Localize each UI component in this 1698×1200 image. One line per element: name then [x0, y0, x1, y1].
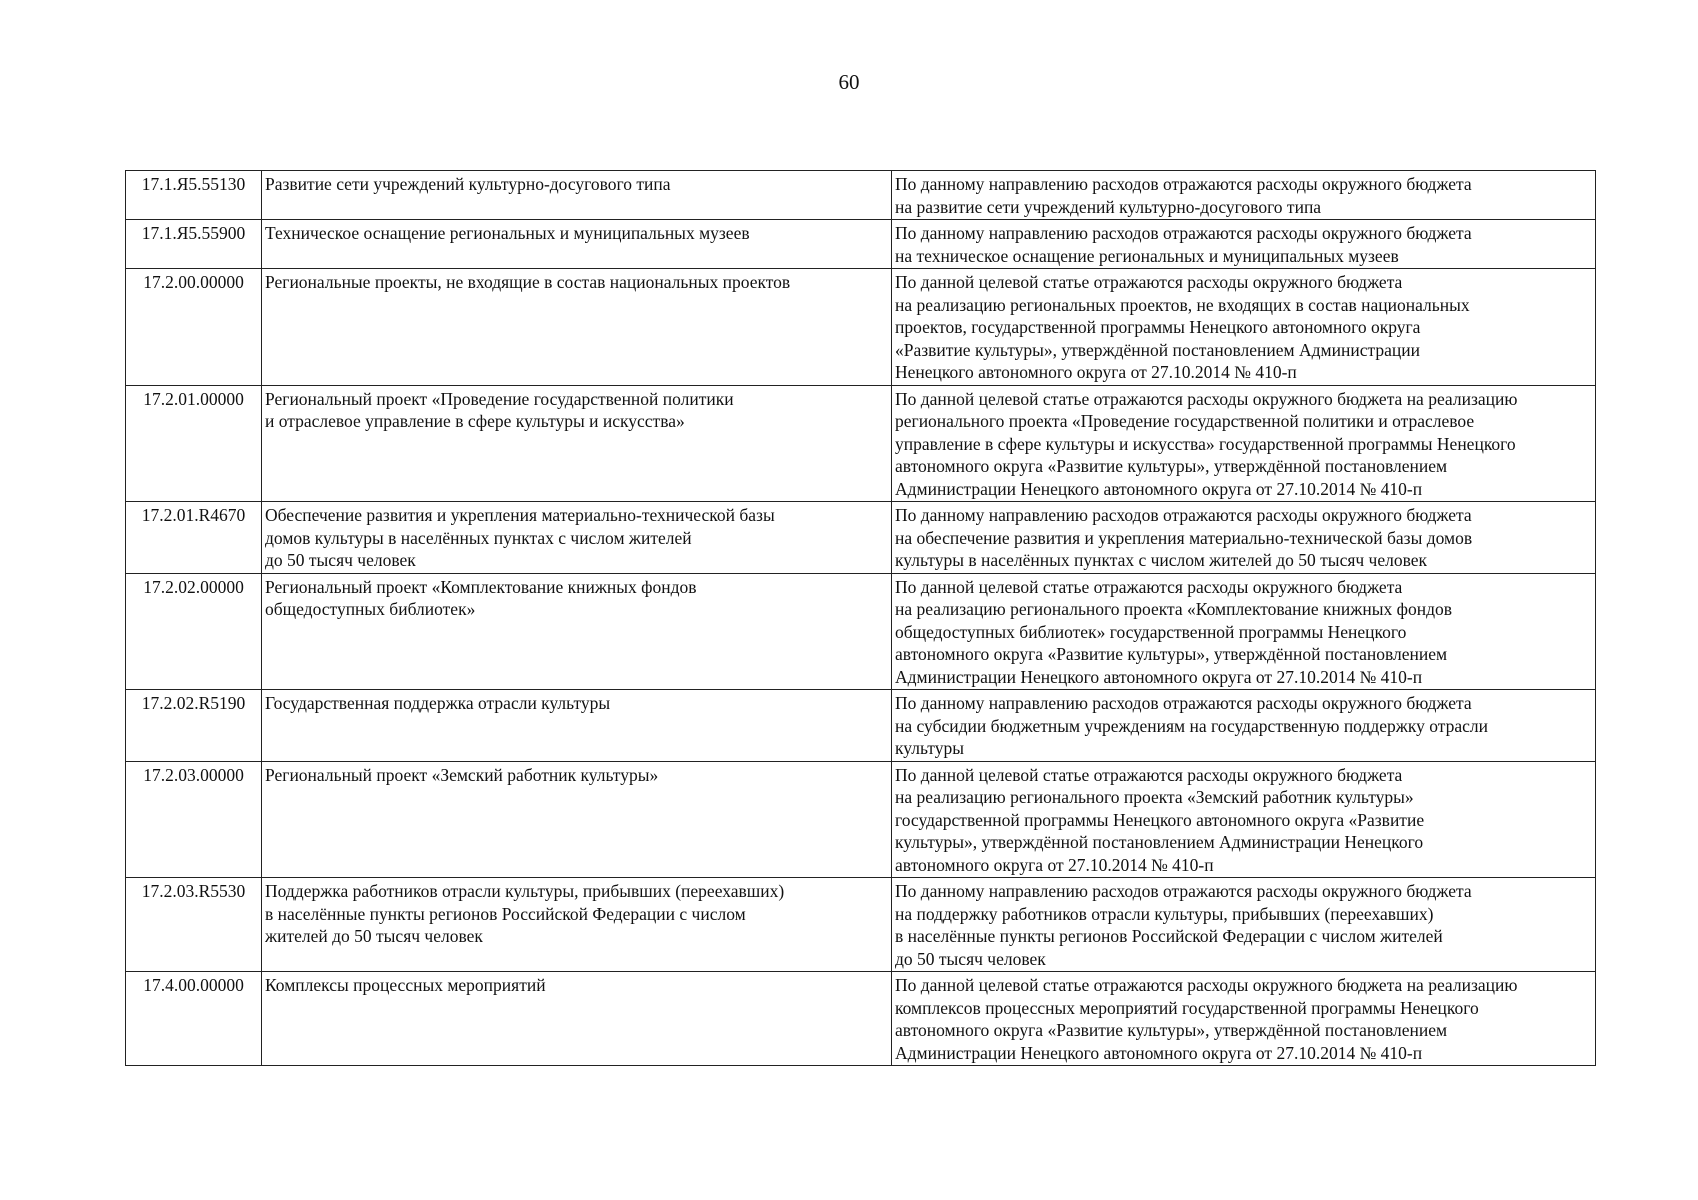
row-description-line: Ненецкого автономного округа от 27.10.2014 № 410-п: [895, 362, 1297, 382]
row-description-line: По данному направлению расходов отражаются расходы окружного бюджета: [895, 881, 1472, 901]
row-description: [892, 761, 1596, 878]
row-name-line: жителей до 50 тысяч человек: [265, 926, 483, 946]
row-name-line: Обеспечение развития и укрепления материально-технической базы: [265, 505, 775, 525]
row-code: 17.2.02.R5190: [126, 690, 262, 762]
row-name-line: домов культуры в населённых пунктах с числом жителей: [265, 527, 692, 548]
row-name: [262, 761, 892, 878]
row-description-line: культуры: [895, 738, 964, 758]
row-name-line: до 50 тысяч человек: [265, 550, 416, 570]
row-description-line: По данной целевой статье отражаются расходы окружного бюджета на реализацию: [895, 388, 1518, 409]
row-name-line: общедоступных библиотек»: [265, 599, 476, 619]
row-description-line: Администрации Ненецкого автономного округа от 27.10.2014 № 410-п: [895, 1042, 1423, 1063]
table-row: [126, 690, 1596, 762]
row-description: [892, 502, 1596, 574]
row-description-line: «Развитие культуры», утверждённой постановлением Администрации: [895, 339, 1420, 360]
table-row: [126, 385, 1596, 502]
row-description-line: культуры в населённых пунктах с числом жителей до 50 тысяч человек: [895, 550, 1428, 570]
row-code: 17.2.00.00000: [126, 269, 262, 386]
row-description: [892, 385, 1596, 502]
row-name: [262, 972, 892, 1066]
row-description-line: автономного округа «Развитие культуры», утверждённой постановлением: [895, 644, 1448, 664]
row-code: 17.2.03.00000: [126, 761, 262, 878]
row-name-line: Комплексы процессных мероприятий: [265, 975, 546, 995]
row-name: [262, 690, 892, 762]
row-description-line: По данному направлению расходов отражаются расходы окружного бюджета: [895, 223, 1472, 243]
row-code: 17.2.03.R5530: [126, 878, 262, 972]
row-description-line: Администрации Ненецкого автономного округа от 27.10.2014 № 410-п: [895, 666, 1423, 687]
row-name-line: Поддержка работников отрасли культуры, прибывших (переехавших): [265, 881, 785, 901]
row-description-line: По данному направлению расходов отражаются расходы окружного бюджета: [895, 174, 1472, 194]
row-description-line: По данной целевой статье отражаются расходы окружного бюджета на реализацию: [895, 975, 1518, 995]
table-row: [126, 220, 1596, 269]
row-description: [892, 269, 1596, 386]
row-code: 17.2.01.00000: [126, 385, 262, 502]
row-name: [262, 220, 892, 269]
table-row: [126, 573, 1596, 690]
row-code: 17.1.Я5.55900: [126, 220, 262, 269]
table-row: [126, 171, 1596, 220]
row-description: [892, 573, 1596, 690]
row-description-line: проектов, государственной программы Ненецкого автономного округа: [895, 317, 1421, 337]
row-name-line: Региональный проект «Проведение государственной политики: [265, 388, 734, 409]
row-description-line: комплексов процессных мероприятий государственной программы Ненецкого: [895, 997, 1479, 1018]
row-name-line: Техническое оснащение региональных и муниципальных музеев: [265, 223, 750, 243]
row-name-line: и отраслевое управление в сфере культуры и искусства»: [265, 411, 685, 431]
row-name-line: Региональные проекты, не входящие в состав национальных проектов: [265, 272, 791, 292]
row-description-line: управление в сфере культуры и искусства» государственной программы Ненецкого: [895, 433, 1516, 454]
row-description-line: на техническое оснащение региональных и муниципальных музеев: [895, 245, 1399, 266]
row-name: [262, 171, 892, 220]
row-description-line: По данной целевой статье отражаются расходы окружного бюджета: [895, 764, 1403, 785]
row-name-line: в населённые пункты регионов Российской Федерации с числом: [265, 903, 746, 924]
row-description-line: автономного округа «Развитие культуры», утверждённой постановлением: [895, 456, 1448, 476]
row-code: 17.2.01.R4670: [126, 502, 262, 574]
row-description-line: на реализацию регионального проекта «Комплектование книжных фондов: [895, 599, 1452, 619]
row-description-line: По данной целевой статье отражаются расходы окружного бюджета: [895, 576, 1403, 597]
row-name-line: Региональный проект «Комплектование книжных фондов: [265, 576, 697, 597]
row-description: [892, 690, 1596, 762]
table-row: [126, 761, 1596, 878]
table-row: [126, 878, 1596, 972]
row-description-line: Администрации Ненецкого автономного округа от 27.10.2014 № 410-п: [895, 478, 1423, 499]
row-description-line: автономного округа «Развитие культуры», утверждённой постановлением: [895, 1020, 1448, 1040]
row-description-line: на реализацию региональных проектов, не входящих в состав национальных: [895, 294, 1470, 315]
row-name-line: Государственная поддержка отрасли культуры: [265, 693, 611, 713]
row-description: [892, 220, 1596, 269]
row-description-line: на субсидии бюджетным учреждениям на государственную поддержку отрасли: [895, 715, 1488, 736]
row-description-line: По данной целевой статье отражаются расходы окружного бюджета: [895, 272, 1403, 292]
row-description-line: По данному направлению расходов отражаются расходы окружного бюджета: [895, 693, 1472, 713]
row-description-line: до 50 тысяч человек: [895, 948, 1046, 969]
row-description-line: государственной программы Ненецкого автономного округа «Развитие: [895, 809, 1425, 830]
row-description-line: на поддержку работников отрасли культуры, прибывших (переехавших): [895, 903, 1434, 924]
row-description: [892, 972, 1596, 1066]
row-description-line: общедоступных библиотек» государственной программы Ненецкого: [895, 621, 1407, 642]
row-description-line: регионального проекта «Проведение государственной политики и отраслевое: [895, 411, 1475, 431]
row-description-line: на обеспечение развития и укрепления материально-технической базы домов: [895, 527, 1473, 548]
row-description: [892, 878, 1596, 972]
row-description-line: культуры», утверждённой постановлением Администрации Ненецкого: [895, 832, 1424, 852]
row-name: [262, 269, 892, 386]
row-name-line: Развитие сети учреждений культурно-досугового типа: [265, 174, 671, 194]
budget-classification-table: [125, 170, 1596, 1066]
row-code: 17.2.02.00000: [126, 573, 262, 690]
table-body: [126, 171, 1596, 1066]
row-description-line: в населённые пункты регионов Российской Федерации с числом жителей: [895, 926, 1443, 946]
row-description-line: По данному направлению расходов отражаются расходы окружного бюджета: [895, 505, 1472, 525]
row-code: 17.4.00.00000: [126, 972, 262, 1066]
table-row: [126, 269, 1596, 386]
row-name: [262, 385, 892, 502]
table-row: [126, 502, 1596, 574]
row-name: [262, 502, 892, 574]
row-description-line: на реализацию регионального проекта «Земский работник культуры»: [895, 787, 1414, 807]
row-name: [262, 878, 892, 972]
row-name: [262, 573, 892, 690]
page-number: 60: [838, 70, 860, 94]
row-description-line: автономного округа от 27.10.2014 № 410-п: [895, 854, 1214, 875]
row-description: [892, 171, 1596, 220]
row-code: 17.1.Я5.55130: [126, 171, 262, 220]
table-row: [126, 972, 1596, 1066]
row-name-line: Региональный проект «Земский работник культуры»: [265, 764, 659, 785]
row-description-line: на развитие сети учреждений культурно-досугового типа: [895, 196, 1322, 217]
